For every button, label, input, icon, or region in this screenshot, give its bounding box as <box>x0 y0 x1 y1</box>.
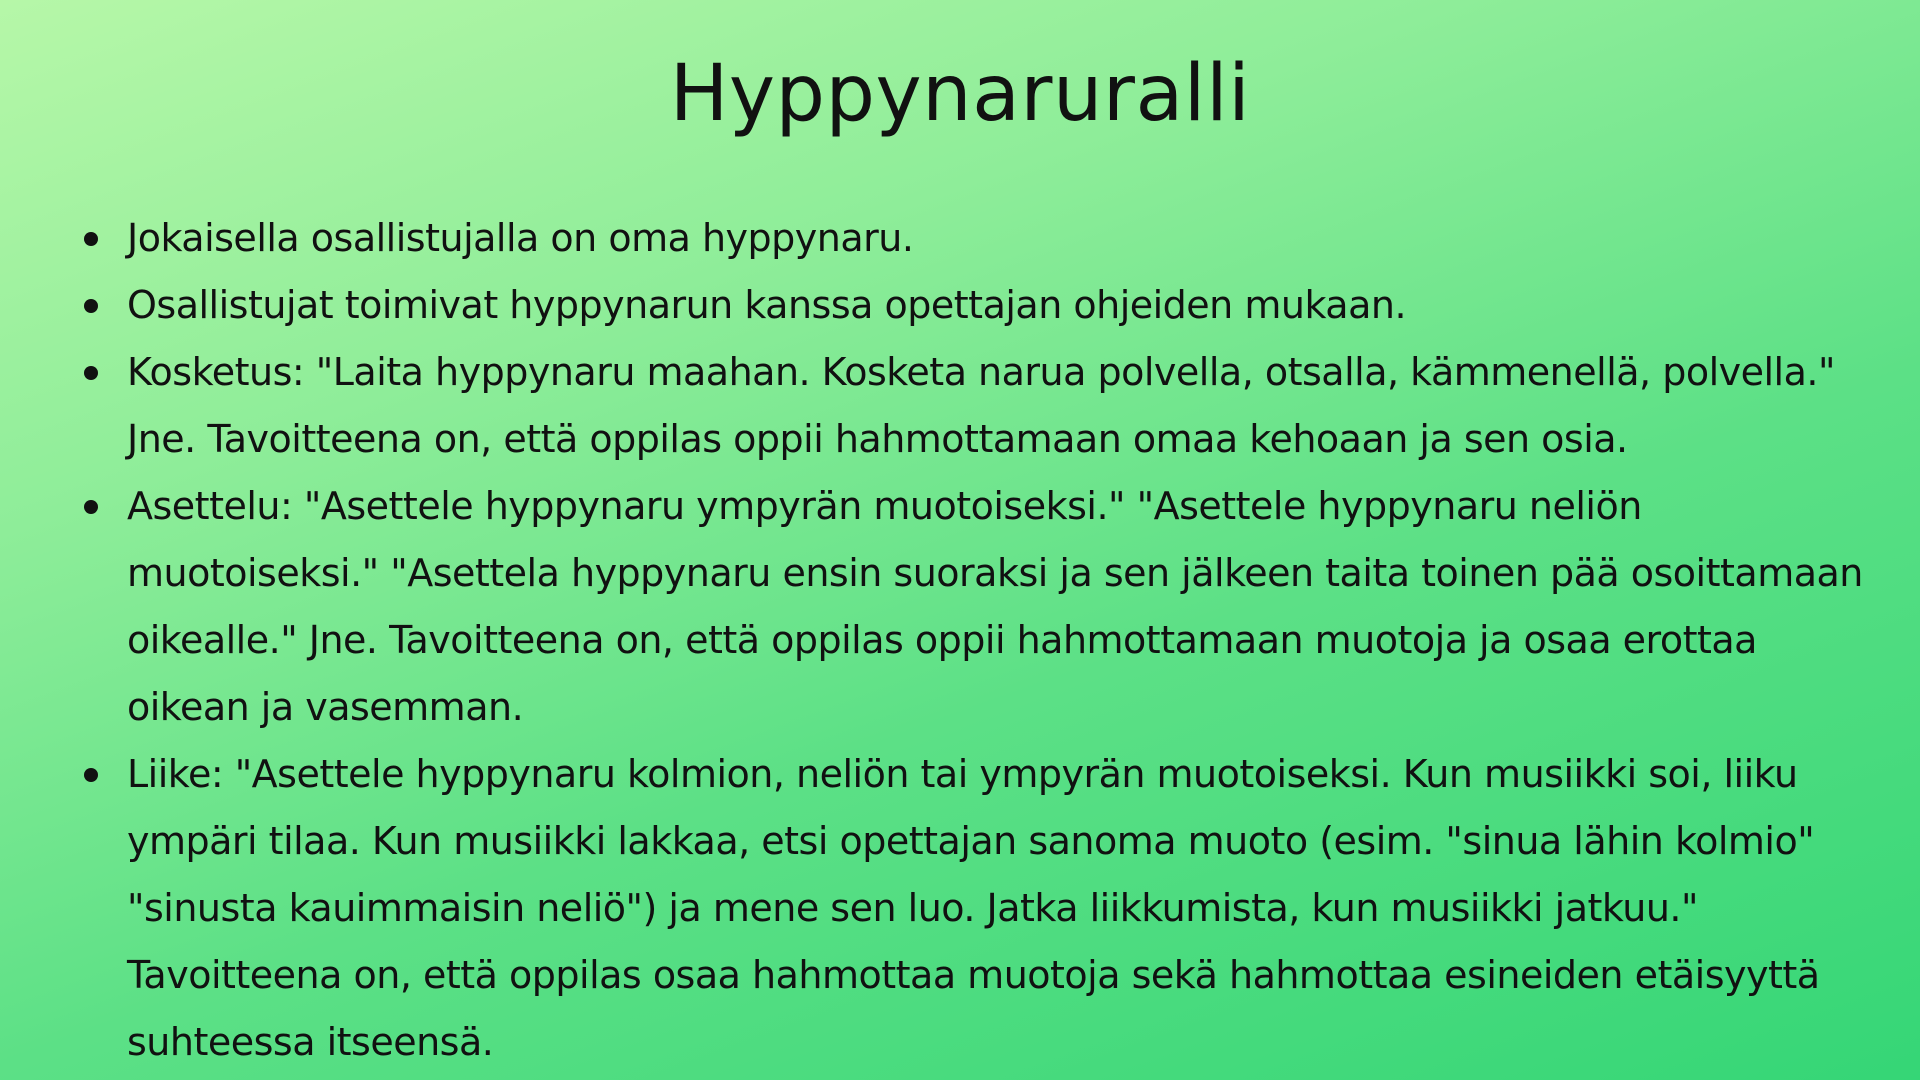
bullet-list <box>75 205 1865 1076</box>
bullet-text: Kosketus: "Laita hyppynaru maahan. Kosketa narua polvella, otsalla, kämmenellä, polvella." Jne. Tavoitteena on, että oppilas oppii hahmottamaan omaa kehoaan ja sen osia. <box>127 350 1835 461</box>
bullet-item <box>75 473 1865 741</box>
bullet-dot-icon <box>84 500 98 514</box>
bullet-text: Asettelu: "Asettele hyppynaru ympyrän muotoiseksi." "Asettele hyppynaru neliön muotoiseksi." "Asettela hyppynaru ensin suoraksi ja sen jälkeen taita toinen pää osoittamaan oikealle." Jne. Tavoitteena on, että oppilas oppii hahmottamaan muotoja ja osaa erottaa oikean ja vasemman. <box>127 484 1863 729</box>
bullet-item <box>75 205 1865 272</box>
bullet-item <box>75 741 1865 1076</box>
bullet-text: Osallistujat toimivat hyppynarun kanssa opettajan ohjeiden mukaan. <box>127 283 1407 327</box>
bullet-item <box>75 272 1865 339</box>
bullet-dot-icon <box>84 768 98 782</box>
bullet-dot-icon <box>84 232 98 246</box>
bullet-item <box>75 339 1865 473</box>
slide-title: Hyppynaruralli <box>669 49 1251 139</box>
bullet-dot-icon <box>84 299 98 313</box>
bullet-dot-icon <box>84 366 98 380</box>
bullet-text: Liike: "Asettele hyppynaru kolmion, neliön tai ympyrän muotoiseksi. Kun musiikki soi, liiku ympäri tilaa. Kun musiikki lakkaa, etsi opettajan sanoma muoto (esim. "sinua lähin kolmio" "sinusta kauimmaisin neliö") ja mene sen luo. Jatka liikkumista, kun musiikki jatkuu." Tavoitteena on, että oppilas osaa hahmottaa muotoja sekä hahmottaa esineiden etäisyyttä suhteessa itseensä. <box>127 752 1820 1064</box>
bullet-text: Jokaisella osallistujalla on oma hyppynaru. <box>127 216 914 260</box>
